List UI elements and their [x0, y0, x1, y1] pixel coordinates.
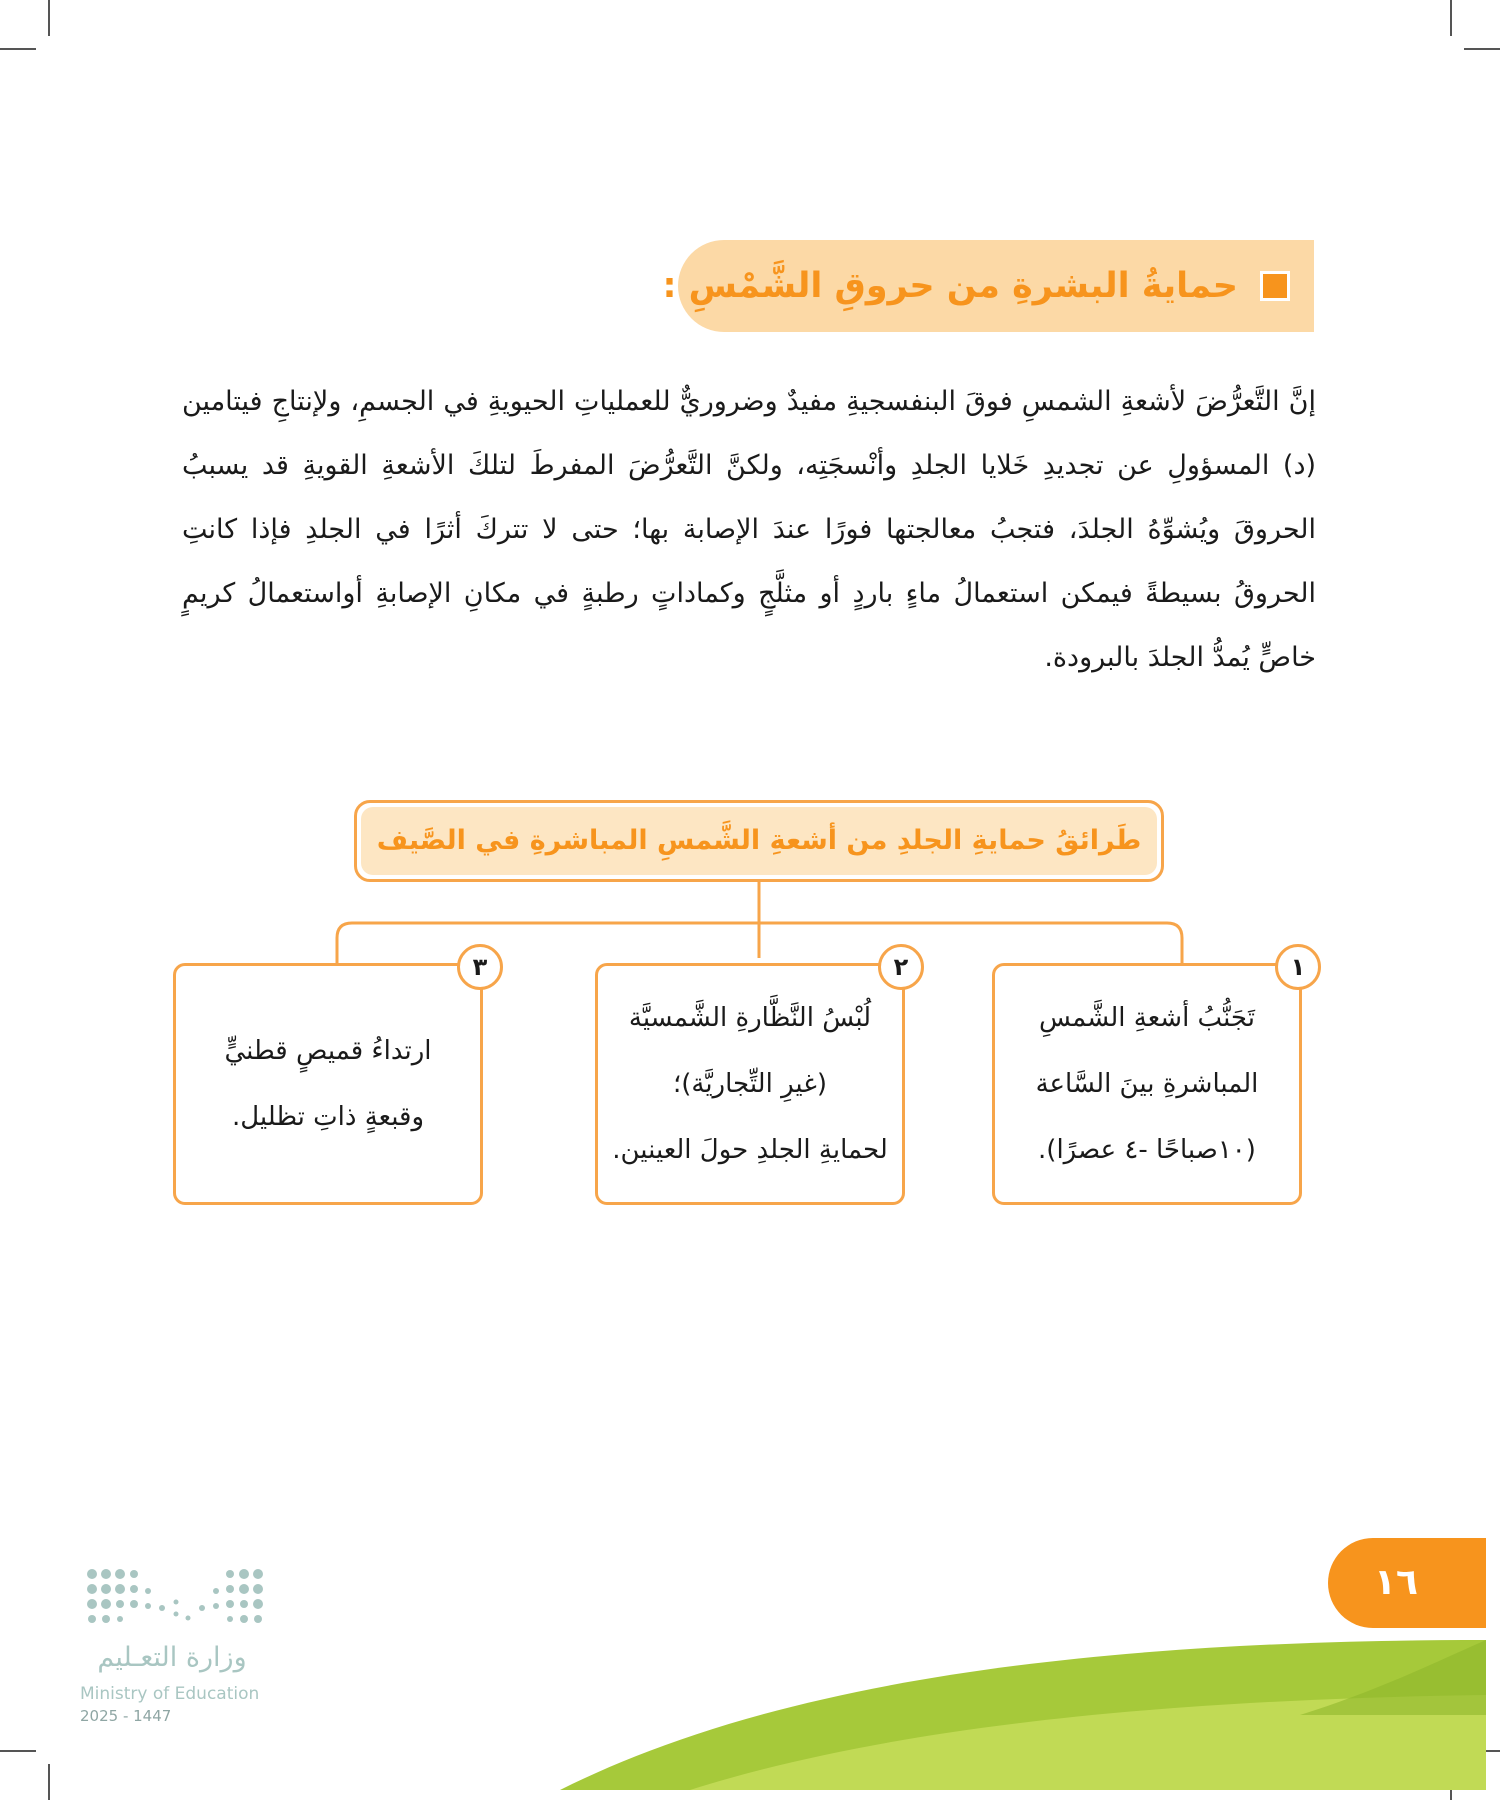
method-1-line: تَجَنُّبُ أشعةِ الشَّمسِ — [1039, 1003, 1255, 1033]
method-2-line: لُبْسُ النَّظَّارةِ الشَّمسيَّة — [628, 1003, 872, 1033]
method-number-1: ١ — [1275, 944, 1321, 990]
method-number-3: ٣ — [457, 944, 503, 990]
ministry-year: 2025 - 1447 — [80, 1707, 172, 1725]
page-number-tab — [1328, 1538, 1486, 1628]
ministry-dots-icon — [84, 1564, 274, 1630]
method-1-line: المباشرةِ بينَ السَّاعة — [1035, 1069, 1259, 1099]
method-3-line: ارتداءُ قميصٍ قطنيٍّ — [224, 1036, 432, 1066]
method-3-line: وقبعةٍ ذاتِ تظليل. — [231, 1102, 425, 1132]
method-2-line: (غيرِ التِّجاريَّة)؛ — [672, 1069, 828, 1099]
body-paragraph: إنَّ التَّعرُّضَ لأشعةِ الشمسِ فوقَ البنفسجيةِ مفيدٌ وضروريٌّ للعملياتِ الحيويةِ في الجسمِ، ولإنتاجِ فيتامين (د) المسؤولِ عن تجديدِ خَلايا الجلدِ وأنْسجَتِه، ولكنَّ التَّعرُّضَ المفرطَ لتلكَ الأشعةِ القويةِ قد يسببُ الحروقَ ويُشوِّهُ الجلدَ، فتجبُ معالجتها فورًا عندَ الإصابة بها؛ حتى لا تتركَ أثرًا في الجلدِ فإذا كانتِ الحروقُ بسيطةً فيمكن استعمالُ ماءٍ باردٍ أو مثلَّجٍ وكماداتٍ رطبةٍ في مكانِ الإصابةِ أواستعمالُ كريمٍ خاصٍّ يُمدُّ الجلدَ بالبرودة. — [182, 386, 1316, 673]
ministry-logo — [80, 1560, 280, 1730]
method-number-2: ٢ — [878, 944, 924, 990]
page-number: ١٦ — [1374, 1562, 1418, 1603]
method-2-line: لحمايةِ الجلدِ حولَ العينين. — [612, 1135, 888, 1165]
diagram-title: طَرائقُ حمايةِ الجلدِ من أشعةِ الشَّمسِ المباشرةِ في الصَّيف — [361, 807, 1157, 875]
ministry-name-arabic: وزارة التعـليم — [97, 1642, 247, 1673]
section-title: حمايةُ البشرةِ من حروقِ الشَّمْسِ : — [662, 266, 1238, 306]
ministry-name-english: Ministry of Education — [80, 1684, 260, 1704]
method-1-line: (١٠صباحًا -٤ عصرًا). — [1038, 1135, 1256, 1165]
